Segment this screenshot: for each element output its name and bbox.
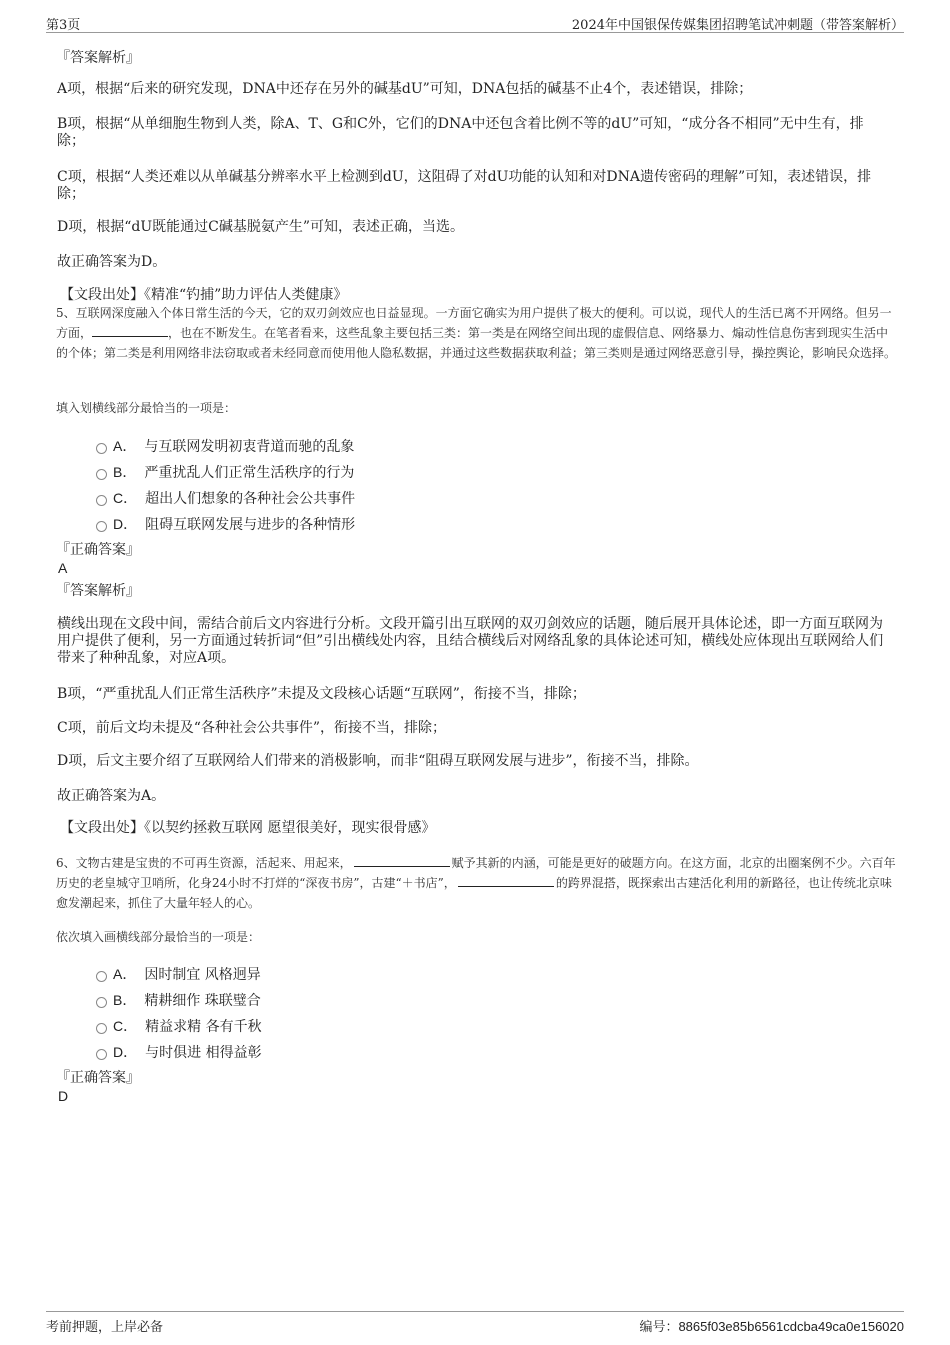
q5-conclusion: 故正确答案为A。 xyxy=(57,788,166,804)
q5-source: 【文段出处】《以契约拯救互联网 愿望很美好，现实很骨感》 xyxy=(60,820,436,836)
radio-icon[interactable] xyxy=(96,1049,107,1060)
q4-analysis-title: 『答案解析』 xyxy=(56,50,140,66)
q6-prompt: 依次填入画横线部分最恰当的一项是： xyxy=(56,930,261,944)
q6-answer-title: 『正确答案』 xyxy=(56,1070,140,1086)
q6-stem xyxy=(56,853,898,913)
q5-analysis-main: 横线出现在文段中间，需结合前后文内容进行分析。文段开篇引出互联网的双刃剑效应的话题，随后展开具体论述，即一方面互联网为用户提供了便利，另一方面通过转折词“但”引出横线处内容，且结合横线后对网络乱象的具体论述可知，横线处应体现出互联网给人们带来了种种乱象，对应A项。 xyxy=(57,616,884,666)
q5-option-a[interactable]: A． 与互联网发明初衷背道而驰的乱象 xyxy=(96,436,354,456)
q4-source: 【文段出处】《精准“钓捕”助力评估人类健康》 xyxy=(60,287,348,303)
q4-analysis-para-b: B项，根据“从单细胞生物到人类，除A、T、G和C外，它们的DNA中还包含着比例不等的dU”可知，“成分各不相同”无中生有，排除； xyxy=(57,116,864,149)
page-footer xyxy=(46,1311,904,1335)
q5-analysis-para-d: D项，后文主要介绍了互联网给人们带来的消极影响，而非“阻碍互联网发展与进步”，衔接不当，排除。 xyxy=(57,753,699,769)
q4-analysis-para-a: A项，根据“后来的研究发现，DNA中还存在另外的碱基dU”可知，DNA包括的碱基不止4个，表述错误，排除； xyxy=(57,81,753,97)
q5-stem-part-1: 5、互联网深度融入个体日常生活的今天，它的双刃剑效应也日益显现。一方面它确实为用户提供了极大的便利。可以说，现代人的生活已离不开网络。但另一方面， xyxy=(56,306,892,340)
q6-stem-part-1: 6、文物古建是宝贵的不可再生资源，活起来、用起来， xyxy=(56,856,352,870)
radio-icon[interactable] xyxy=(96,971,107,982)
q5-analysis-para-c: C项，前后文均未提及“各种社会公共事件”，衔接不当，排除； xyxy=(57,720,447,736)
q6-stem-part-3: 的跨界混搭，既探索出古建活化利用的新路径，也让传统北京味愈发潮起来，抓住了大量年轻人的心。 xyxy=(56,876,892,910)
q5-option-d[interactable]: D． 阻碍互联网发展与进步的各种情形 xyxy=(96,514,355,534)
document-id: 编号：8865f03e85b6561cdcba49ca0e156020 xyxy=(639,1319,904,1334)
q4-analysis-para-d: D项，根据“dU既能通过C碱基脱氨产生”可知，表述正确，当选。 xyxy=(57,219,465,235)
q5-blank xyxy=(92,324,168,337)
q5-analysis-title: 『答案解析』 xyxy=(56,583,140,599)
q6-stem-part-2: 赋予其新的内涵，可能是更好的破题方向。在这方面，北京的出圈案例不少。六百年历史的老皇城守卫哨所，化身24小时不打烊的“深夜书房”，古建“＋书店”， xyxy=(56,856,896,890)
q6-option-b[interactable]: B． 精耕细作 珠联璧合 xyxy=(96,990,261,1010)
q5-stem xyxy=(56,303,898,363)
radio-icon[interactable] xyxy=(96,469,107,480)
page-header xyxy=(46,12,904,33)
q6-option-a[interactable]: A． 因时制宜 风格迥异 xyxy=(96,964,261,984)
q5-answer-title: 『正确答案』 xyxy=(56,542,140,558)
q5-answer: A xyxy=(58,560,68,576)
q4-conclusion: 故正确答案为D。 xyxy=(57,254,167,270)
q4-analysis-para-c: C项，根据“人类还难以从单碱基分辨率水平上检测到dU，这阻碍了对dU功能的认知和对DNA遗传密码的理解”可知，表述错误，排除； xyxy=(57,169,872,202)
footer-slogan: 考前押题，上岸必备 xyxy=(46,1320,164,1335)
q5-prompt: 填入划横线部分最恰当的一项是： xyxy=(56,401,237,415)
page-number: 第3页 xyxy=(46,18,81,33)
q6-answer: D xyxy=(58,1088,69,1104)
q6-blank-2 xyxy=(458,874,554,887)
q5-option-c[interactable]: C． 超出人们想象的各种社会公共事件 xyxy=(96,488,355,508)
q5-analysis-para-b: B项，“严重扰乱人们正常生活秩序”未提及文段核心话题“互联网”，衔接不当，排除； xyxy=(57,686,586,702)
q6-option-d[interactable]: D． 与时俱进 相得益彰 xyxy=(96,1042,262,1062)
q6-blank-1 xyxy=(354,854,450,867)
radio-icon[interactable] xyxy=(96,495,107,506)
q5-stem-part-2: ，也在不断发生。在笔者看来，这些乱象主要包括三类：第一类是在网络空间出现的虚假信息、网络暴力、煽动性信息伤害到现实生活中的个体；第二类是利用网络非法窃取或者未经同意而使用他人隐私数据，并通过这些数据获取利益；第三类则是通过网络恶意引导，操控舆论，影响民众选择。 xyxy=(56,326,897,360)
radio-icon[interactable] xyxy=(96,443,107,454)
document-title: 2024年中国银保传媒集团招聘笔试冲刺题（带答案解析） xyxy=(571,18,904,33)
radio-icon[interactable] xyxy=(96,1023,107,1034)
q5-option-b[interactable]: B． 严重扰乱人们正常生活秩序的行为 xyxy=(96,462,354,482)
radio-icon[interactable] xyxy=(96,521,107,532)
radio-icon[interactable] xyxy=(96,997,107,1008)
q6-option-c[interactable]: C． 精益求精 各有千秋 xyxy=(96,1016,262,1036)
